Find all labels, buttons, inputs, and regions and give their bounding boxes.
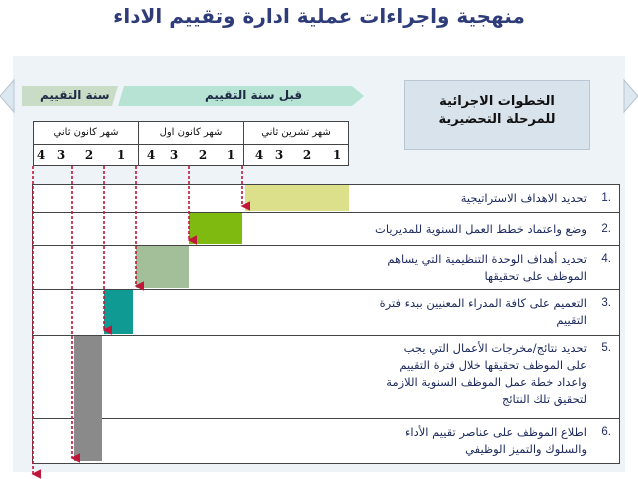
month-cell: شهر كانون اول xyxy=(159,127,223,138)
week-cell: 1 xyxy=(226,148,236,162)
week-cell: 3 xyxy=(169,148,179,162)
week-cell: 2 xyxy=(84,148,94,162)
task-label: .1 تحديد الاهداف الاستراتيجية xyxy=(460,191,611,205)
week-cell: 1 xyxy=(116,148,126,162)
week-cell: 4 xyxy=(146,148,156,162)
month-cell: شهر كانون ثاني xyxy=(53,127,119,138)
month-cell: شهر تشرين ثاني xyxy=(261,127,331,138)
side-title-line1: الخطوات الاجرائية xyxy=(439,94,555,109)
task-label: .3 التعميم على كافة المدراء المعنيين ببدء فترة التقييم xyxy=(379,296,611,327)
evaluation-year-label: سنة التقييم xyxy=(40,88,110,102)
week-cell: 2 xyxy=(302,148,312,162)
week-cell: 3 xyxy=(56,148,66,162)
week-cell: 4 xyxy=(36,148,46,162)
week-cell: 2 xyxy=(198,148,208,162)
side-title-line2: للمرحلة التحضيرية xyxy=(438,112,556,127)
week-cell: 3 xyxy=(274,148,284,162)
week-cell: 1 xyxy=(332,148,342,162)
before-evaluation-year-label: قبل سنة التقييم xyxy=(205,88,303,102)
task-label: .6 اطلاع الموظف على عناصر تقييم الأداء والسلوك والتميز الوظيفي xyxy=(405,425,611,456)
week-cell: 4 xyxy=(254,148,264,162)
task-label: .4 تحديد أهداف الوحدة التنظيمية التي يساهم الموظف على تحقيقها xyxy=(387,252,611,283)
page-title: منهجية واجراءات عملية ادارة وتقييم الاداء xyxy=(113,4,525,28)
task-label: .5 تحديد نتائج/مخرجات الأعمال التي يجب على الموظف تحقيقها خلال فترة التقييم واعداد خطة عمل الموظف السنوية اللازمة لتحقيق تلك النتائج xyxy=(386,341,611,406)
task-label: .2 وضع واعتماد خطط العمل السنوية للمديريات xyxy=(375,222,611,236)
